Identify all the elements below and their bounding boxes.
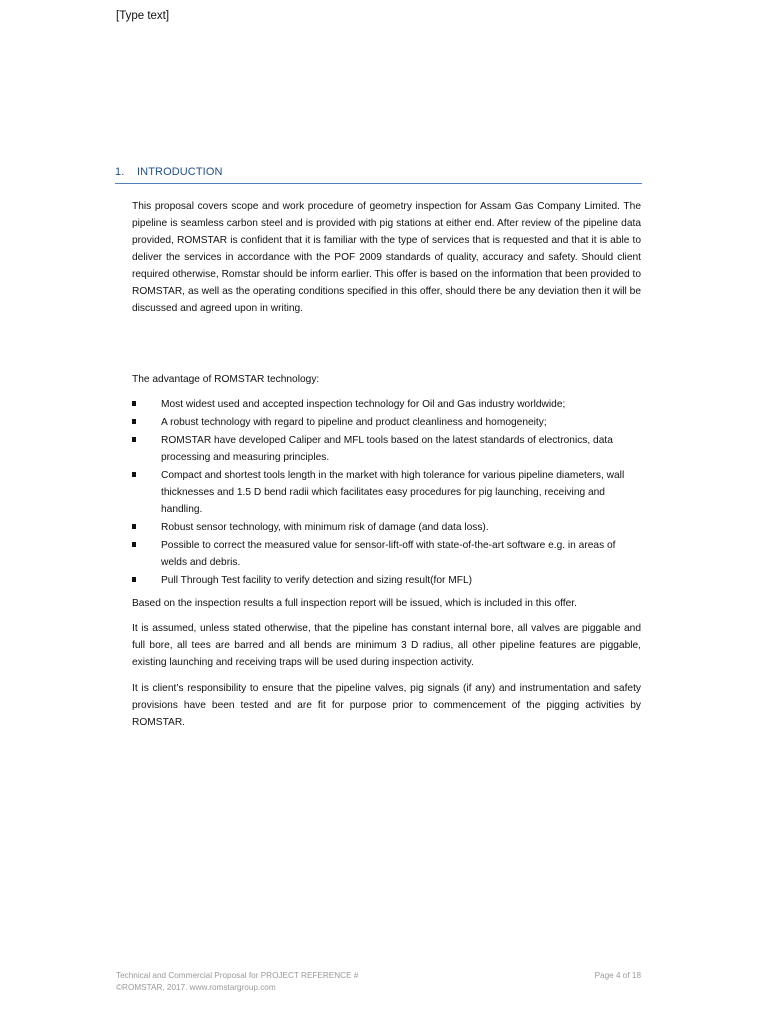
bullet-text: ROMSTAR have developed Caliper and MFL tools based on the latest standards of electronics, data processing and measuring principles. <box>161 435 613 463</box>
square-bullet-icon <box>132 419 136 424</box>
list-item <box>132 572 641 589</box>
bullet-text: Robust sensor technology, with minimum risk of damage (and data loss). <box>161 522 489 533</box>
page-number: Page 4 of 18 <box>594 971 641 980</box>
section-title: INTRODUCTION <box>137 166 223 178</box>
advantage-intro-paragraph: The advantage of ROMSTAR technology: <box>132 374 320 385</box>
square-bullet-icon <box>132 577 136 582</box>
list-item <box>132 414 641 431</box>
bullet-text: Compact and shortest tools length in the market with high tolerance for various pipeline diameters, wall thicknesses and 1.5 D bend radii which facilitates easy procedures for pig launching, receiving and handling. <box>161 470 625 515</box>
list-item <box>132 519 641 536</box>
section-heading <box>115 166 642 184</box>
square-bullet-icon <box>132 401 136 406</box>
header-placeholder-text: [Type text] <box>116 10 170 22</box>
bullet-text: A robust technology with regard to pipeline and product cleanliness and homogeneity; <box>161 417 547 428</box>
list-item <box>132 396 641 413</box>
bullet-text: Pull Through Test facility to verify detection and sizing result(for MFL) <box>161 575 473 586</box>
square-bullet-icon <box>132 524 136 529</box>
bullet-text: Possible to correct the measured value for sensor-lift-off with state-of-the-art software e.g. in areas of welds and debris. <box>161 540 616 568</box>
list-item <box>132 537 641 571</box>
client-responsibility-paragraph: It is client’s responsibility to ensure that the pipeline valves, pig signals (if any) and instrumentation and safety provisions have been tested and are fit for purpose prior to commencement of the pigging activities by ROMSTAR. <box>132 683 641 728</box>
intro-paragraph: This proposal covers scope and work procedure of geometry inspection for Assam Gas Company Limited. The pipeline is seamless carbon steel and is provided with pig stations at either end. After review of the pipeline data provided, ROMSTAR is confident that it is familiar with the type of services that is requested and that it is able to deliver the services in accordance with the POF 2009 standards of quality, accuracy and safety. Should client required otherwise, Romstar should be inform earlier. This offer is based on the information that been provided to ROMSTAR, as well as the operating conditions specified in this offer, should there be any deviation then it will be discussed and agreed upon in writing. <box>132 201 641 314</box>
footer-left <box>116 970 358 994</box>
list-item <box>132 467 641 518</box>
square-bullet-icon <box>132 472 136 477</box>
section-number: 1. <box>115 166 125 178</box>
square-bullet-icon <box>132 437 136 442</box>
inspection-report-paragraph: Based on the inspection results a full inspection report will be issued, which is included in this offer. <box>132 598 577 609</box>
square-bullet-icon <box>132 542 136 547</box>
footer-proposal-line: Technical and Commercial Proposal for PROJECT REFERENCE # <box>116 971 359 980</box>
list-item <box>132 432 641 466</box>
footer-copyright-line: ©ROMSTAR, 2017. www.romstargroup.com <box>116 983 276 992</box>
advantage-bullet-list <box>132 396 641 590</box>
bullet-text: Most widest used and accepted inspection technology for Oil and Gas industry worldwide; <box>161 399 566 410</box>
assumptions-paragraph: It is assumed, unless stated otherwise, that the pipeline has constant internal bore, all valves are piggable and full bore, all tees are barred and all bends are minimum 3 D radius, all other pipeline features are piggable, existing launching and receiving traps will be used during inspection activity. <box>132 623 641 668</box>
